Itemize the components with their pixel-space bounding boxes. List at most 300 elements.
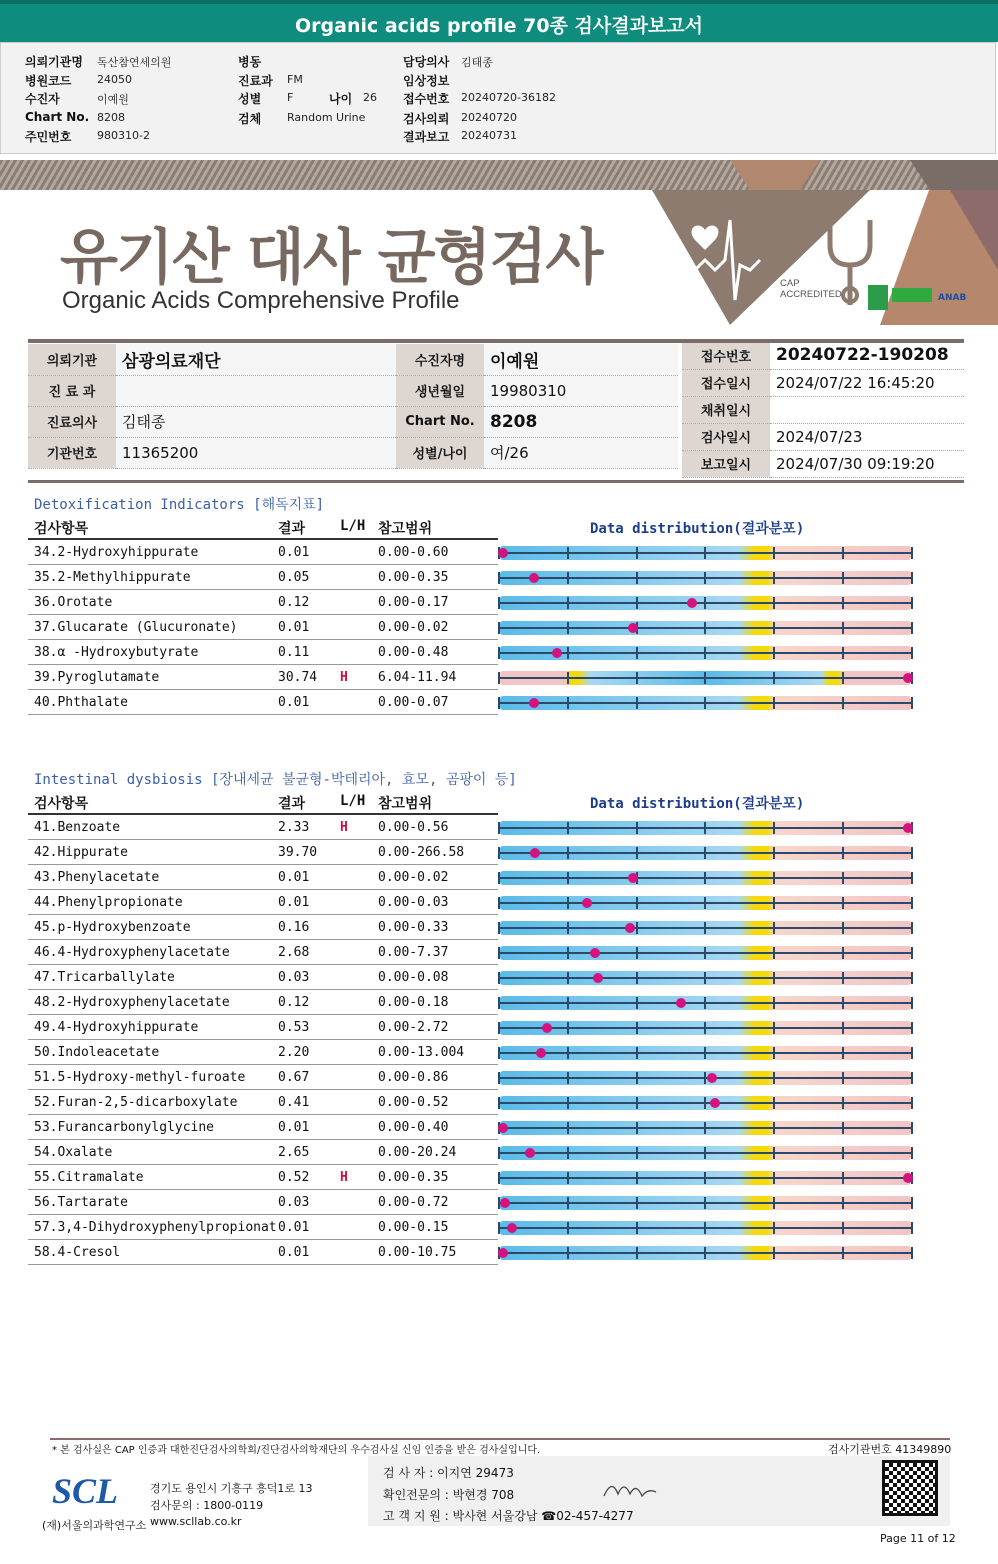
distribution-tick [704, 897, 706, 909]
report-title: Organic acids profile 70종 검사결과보고서 [0, 0, 998, 42]
distribution-tick [842, 972, 844, 984]
item-result: 0.03 [278, 1195, 310, 1210]
item-reference: 0.00-0.72 [378, 1195, 449, 1210]
distribution-tick [636, 672, 638, 684]
result-marker [542, 1023, 552, 1033]
distribution-tick [773, 1122, 775, 1134]
table-row [28, 965, 498, 990]
distribution-tick [842, 1022, 844, 1034]
result-marker [628, 623, 638, 633]
distribution-tick [842, 922, 844, 934]
distribution-tick [911, 697, 913, 709]
item-reference: 0.00-0.03 [378, 895, 449, 910]
table-row [28, 1240, 498, 1265]
distribution-tick [704, 997, 706, 1009]
table-row [28, 840, 498, 865]
distribution-tick [704, 822, 706, 834]
distribution-tick [636, 1122, 638, 1134]
column-header-name: 검사항목 [34, 521, 89, 537]
item-name: 50.Indoleacetate [34, 1045, 160, 1060]
item-reference: 0.00-0.40 [378, 1120, 449, 1135]
header-value: 24050 [97, 73, 132, 86]
item-name: 38.α -Hydroxybutyrate [34, 645, 199, 660]
distribution-bar [498, 1045, 913, 1061]
item-reference: 0.00-0.52 [378, 1095, 449, 1110]
result-marker [687, 598, 697, 608]
distribution-tick [498, 947, 500, 959]
item-result: 0.12 [278, 995, 310, 1010]
item-result: 30.74 [278, 670, 318, 685]
distribution-tick [567, 897, 569, 909]
distribution-tick [498, 1072, 500, 1084]
distribution-tick [498, 672, 500, 684]
item-reference: 0.00-13.004 [378, 1045, 465, 1060]
result-marker [498, 1248, 508, 1258]
distribution-tick [704, 597, 706, 609]
header-label: 수진자 [25, 92, 60, 106]
distribution-tick [773, 847, 775, 859]
result-marker [500, 1198, 510, 1208]
distribution-tick [773, 647, 775, 659]
header-label: 임상정보 [403, 74, 450, 88]
info-label: 성별/나이 [396, 437, 484, 468]
result-marker [710, 1098, 720, 1108]
item-flag: H [340, 670, 348, 685]
distribution-tick [567, 922, 569, 934]
distribution-tick [911, 622, 913, 634]
distribution-tick [498, 997, 500, 1009]
distribution-tick [773, 1197, 775, 1209]
item-name: 47.Tricarballylate [34, 970, 175, 985]
info-label: 접수번호 [682, 342, 770, 369]
item-name: 34.2-Hydroxyhippurate [34, 545, 199, 560]
info-value: 2024/07/22 16:45:20 [770, 369, 964, 396]
item-reference: 0.00-0.35 [378, 1170, 449, 1185]
item-reference: 0.00-0.86 [378, 1070, 449, 1085]
distribution-tick [636, 697, 638, 709]
table-row [28, 565, 498, 590]
address: 경기도 용인시 기흥구 흥덕1로 13 [150, 1482, 313, 1495]
title-english: Organic Acids Comprehensive Profile [62, 287, 460, 314]
item-reference: 0.00-0.15 [378, 1220, 449, 1235]
distribution-tick [636, 1172, 638, 1184]
distribution-tick [911, 1072, 913, 1084]
distribution-tick [567, 997, 569, 1009]
distribution-tick [636, 947, 638, 959]
item-result: 0.53 [278, 1020, 310, 1035]
result-marker [625, 923, 635, 933]
distribution-bar [498, 620, 913, 636]
distribution-tick [911, 597, 913, 609]
result-marker [593, 973, 603, 983]
distribution-tick [567, 1022, 569, 1034]
item-name: 44.Phenylpropionate [34, 895, 183, 910]
distribution-tick [773, 1097, 775, 1109]
distribution-bar [498, 545, 913, 561]
distribution-tick [636, 597, 638, 609]
item-reference: 0.00-0.60 [378, 545, 449, 560]
distribution-tick [842, 1122, 844, 1134]
table-row [28, 690, 498, 715]
item-result: 0.05 [278, 570, 310, 585]
item-name: 45.p-Hydroxybenzoate [34, 920, 191, 935]
distribution-tick [636, 1197, 638, 1209]
section-title: Intestinal dysbiosis [장내세균 불균형-박테리아, 효모, 곰팡이 등] [34, 772, 517, 788]
column-header-lh: L/H [340, 518, 366, 534]
item-name: 52.Furan-2,5-dicarboxylate [34, 1095, 238, 1110]
item-name: 36.Orotate [34, 595, 113, 610]
info-table-left [28, 344, 678, 469]
distribution-bar [498, 1195, 913, 1211]
distribution-tick [773, 1047, 775, 1059]
distribution-tick [567, 597, 569, 609]
distribution-tick [636, 1247, 638, 1259]
item-name: 53.Furancarbonylglycine [34, 1120, 215, 1135]
distribution-bar [498, 645, 913, 661]
distribution-tick [636, 922, 638, 934]
distribution-bar [498, 845, 913, 861]
header-value: Random Urine [287, 111, 366, 124]
item-reference: 0.00-0.33 [378, 920, 449, 935]
info-value: 여/26 [484, 437, 678, 468]
distribution-bar [498, 1220, 913, 1236]
distribution-tick [498, 922, 500, 934]
distribution-tick [704, 1147, 706, 1159]
header-label: Chart No. [25, 110, 90, 124]
distribution-tick [773, 572, 775, 584]
distribution-tick [498, 1022, 500, 1034]
distribution-bar [498, 1120, 913, 1136]
header-value: 20240731 [461, 129, 517, 142]
table-row [28, 1065, 498, 1090]
distribution-bar [498, 595, 913, 611]
distribution-tick [567, 622, 569, 634]
table-row [28, 640, 498, 665]
item-result: 0.01 [278, 545, 310, 560]
distribution-tick [567, 822, 569, 834]
distribution-tick [704, 1222, 706, 1234]
item-reference: 0.00-0.07 [378, 695, 449, 710]
info-value: 이예원 [484, 344, 678, 375]
item-result: 0.01 [278, 1220, 310, 1235]
info-value: 19980310 [484, 375, 678, 406]
item-name: 39.Pyroglutamate [34, 670, 160, 685]
column-header-distribution: Data distribution(결과분포) [590, 796, 805, 812]
distribution-tick [567, 972, 569, 984]
header-label: 검사의뢰 [403, 112, 450, 126]
section-title: Detoxification Indicators [해독지표] [34, 497, 325, 513]
distribution-tick [498, 1172, 500, 1184]
distribution-tick [567, 947, 569, 959]
distribution-tick [842, 1172, 844, 1184]
distribution-bar [498, 1020, 913, 1036]
info-value: 2024/07/23 [770, 423, 964, 450]
header-label: 진료과 [238, 74, 273, 88]
distribution-tick [842, 1047, 844, 1059]
tester: 검 사 자 : 이지연 29473 [383, 1466, 514, 1480]
header-value: 980310-2 [97, 129, 150, 142]
banner [0, 160, 998, 325]
distribution-tick [773, 947, 775, 959]
distribution-bar [498, 1170, 913, 1186]
organization: (재)서울의과학연구소 [42, 1519, 147, 1532]
distribution-tick [842, 572, 844, 584]
header-value: FM [287, 73, 303, 86]
distribution-tick [773, 1172, 775, 1184]
item-result: 0.12 [278, 595, 310, 610]
distribution-tick [567, 1197, 569, 1209]
distribution-tick [567, 1147, 569, 1159]
distribution-tick [842, 1247, 844, 1259]
distribution-tick [911, 547, 913, 559]
inquiry: 검사문의 : 1800-0119 [150, 1499, 264, 1512]
distribution-tick [498, 1222, 500, 1234]
distribution-bar [498, 920, 913, 936]
item-name: 54.Oxalate [34, 1145, 113, 1160]
distribution-tick [842, 697, 844, 709]
distribution-tick [567, 697, 569, 709]
divider [28, 480, 964, 483]
item-reference: 0.00-0.08 [378, 970, 449, 985]
distribution-tick [636, 1047, 638, 1059]
distribution-tick [704, 547, 706, 559]
info-label: 채취일시 [682, 396, 770, 423]
distribution-bar [498, 995, 913, 1011]
distribution-tick [498, 872, 500, 884]
distribution-tick [704, 1247, 706, 1259]
info-value: 20240722-190208 [770, 342, 964, 369]
distribution-bar [498, 1145, 913, 1161]
info-label: 보고일시 [682, 450, 770, 477]
item-result: 2.20 [278, 1045, 310, 1060]
age-label: 나이 [329, 92, 353, 106]
table-row [28, 990, 498, 1015]
distribution-bar [498, 1245, 913, 1261]
item-result: 0.01 [278, 695, 310, 710]
table-row [28, 1140, 498, 1165]
distribution-tick [773, 1147, 775, 1159]
distribution-tick [636, 972, 638, 984]
item-reference: 0.00-0.56 [378, 820, 449, 835]
distribution-tick [773, 922, 775, 934]
table-row [28, 915, 498, 940]
distribution-tick [911, 872, 913, 884]
header-label: 담당의사 [403, 55, 450, 69]
distribution-tick [636, 1097, 638, 1109]
distribution-tick [704, 947, 706, 959]
distribution-tick [911, 647, 913, 659]
result-marker [676, 998, 686, 1008]
item-result: 0.01 [278, 620, 310, 635]
distribution-tick [842, 1222, 844, 1234]
item-name: 48.2-Hydroxyphenylacetate [34, 995, 230, 1010]
customer-support: 고 객 지 원 : 박사현 서울강남 ☎02-457-4277 [383, 1509, 634, 1523]
distribution-tick [498, 1047, 500, 1059]
item-reference: 0.00-0.18 [378, 995, 449, 1010]
distribution-tick [567, 1072, 569, 1084]
header-label: 검체 [238, 112, 262, 126]
item-result: 2.65 [278, 1145, 310, 1160]
distribution-tick [773, 1022, 775, 1034]
distribution-tick [567, 847, 569, 859]
info-label: 진 료 과 [28, 375, 116, 406]
result-marker [903, 823, 913, 833]
svg-text:ANAB: ANAB [938, 293, 967, 303]
header-value: 독산참연세의원 [97, 56, 172, 69]
info-label: 접수일시 [682, 369, 770, 396]
item-name: 41.Benzoate [34, 820, 121, 835]
header-label: 병원코드 [25, 74, 72, 88]
distribution-tick [498, 622, 500, 634]
item-name: 49.4-Hydroxyhippurate [34, 1020, 199, 1035]
item-reference: 0.00-0.17 [378, 595, 449, 610]
distribution-tick [773, 997, 775, 1009]
item-name: 42.Hippurate [34, 845, 128, 860]
divider [50, 1438, 950, 1440]
distribution-tick [773, 672, 775, 684]
distribution-tick [498, 697, 500, 709]
distribution-bar [498, 570, 913, 586]
info-value: 2024/07/30 09:19:20 [770, 450, 964, 477]
signature [600, 1476, 660, 1504]
distribution-tick [498, 897, 500, 909]
distribution-tick [567, 1247, 569, 1259]
item-reference: 0.00-0.48 [378, 645, 449, 660]
distribution-tick [842, 947, 844, 959]
result-marker [525, 1148, 535, 1158]
distribution-tick [636, 572, 638, 584]
distribution-tick [911, 947, 913, 959]
distribution-tick [704, 622, 706, 634]
distribution-bar [498, 1095, 913, 1111]
column-header-ref: 참고범위 [378, 521, 433, 537]
info-value [770, 396, 964, 423]
distribution-tick [498, 1097, 500, 1109]
page-number: Page 11 of 12 [880, 1532, 956, 1545]
distribution-tick [842, 1072, 844, 1084]
institution-number: 검사기관번호 41349890 [828, 1443, 952, 1456]
distribution-tick [567, 1047, 569, 1059]
item-name: 56.Tartarate [34, 1195, 128, 1210]
distribution-bar [498, 970, 913, 986]
distribution-tick [704, 672, 706, 684]
distribution-bar [498, 1070, 913, 1086]
item-result: 0.01 [278, 1120, 310, 1135]
distribution-tick [567, 1122, 569, 1134]
item-result: 39.70 [278, 845, 318, 860]
distribution-tick [842, 1097, 844, 1109]
distribution-tick [911, 847, 913, 859]
header-label: 주민번호 [25, 130, 72, 144]
patient-header [0, 42, 996, 154]
distribution-tick [636, 822, 638, 834]
item-result: 2.33 [278, 820, 310, 835]
distribution-tick [911, 972, 913, 984]
result-marker [903, 673, 913, 683]
distribution-tick [567, 1097, 569, 1109]
distribution-tick [636, 1072, 638, 1084]
distribution-tick [704, 1047, 706, 1059]
distribution-tick [498, 1147, 500, 1159]
distribution-tick [842, 1197, 844, 1209]
distribution-tick [636, 547, 638, 559]
header-value: F [287, 91, 294, 104]
distribution-tick [911, 1147, 913, 1159]
item-reference: 0.00-0.02 [378, 620, 449, 635]
website[interactable]: www.scllab.co.kr [150, 1515, 242, 1528]
item-reference: 0.00-2.72 [378, 1020, 449, 1035]
distribution-tick [636, 1022, 638, 1034]
info-label: 수진자명 [396, 344, 484, 375]
distribution-bar [498, 945, 913, 961]
info-label: Chart No. [396, 406, 484, 437]
distribution-tick [773, 622, 775, 634]
distribution-tick [704, 697, 706, 709]
table-row [28, 1115, 498, 1140]
distribution-tick [704, 647, 706, 659]
item-name: 51.5-Hydroxy-methyl-furoate [34, 1070, 246, 1085]
distribution-tick [498, 847, 500, 859]
confirming-doctor: 확인전문의 : 박현경 708 [383, 1488, 515, 1502]
distribution-tick [498, 597, 500, 609]
table-row [28, 1090, 498, 1115]
result-marker [582, 898, 592, 908]
column-header-name: 검사항목 [34, 796, 89, 812]
item-result: 0.67 [278, 1070, 310, 1085]
distribution-tick [911, 1197, 913, 1209]
distribution-tick [704, 972, 706, 984]
header-value: 20240720-36182 [461, 91, 556, 104]
info-label: 생년월일 [396, 375, 484, 406]
distribution-tick [842, 622, 844, 634]
distribution-tick [773, 897, 775, 909]
header-value: 20240720 [461, 111, 517, 124]
distribution-tick [911, 1047, 913, 1059]
info-table-right [682, 342, 964, 478]
distribution-tick [636, 847, 638, 859]
table-row [28, 1215, 498, 1240]
distribution-tick [773, 547, 775, 559]
table-row [28, 665, 498, 690]
distribution-bar [498, 820, 913, 836]
distribution-tick [842, 872, 844, 884]
item-result: 0.03 [278, 970, 310, 985]
result-marker [498, 1123, 508, 1133]
item-result: 2.68 [278, 945, 310, 960]
item-flag: H [340, 1170, 348, 1185]
distribution-tick [911, 1222, 913, 1234]
distribution-tick [704, 1072, 706, 1084]
info-value: 11365200 [116, 437, 396, 468]
scl-logo: SCL [52, 1471, 119, 1511]
distribution-tick [842, 597, 844, 609]
certification-note: * 본 검사실은 CAP 인증과 대한진단검사의학회/진단검사의학재단의 우수검사실 신임 인증을 받은 검사실입니다. [52, 1445, 541, 1456]
table-row [28, 540, 498, 565]
result-marker [530, 848, 540, 858]
distribution-tick [773, 972, 775, 984]
item-result: 0.01 [278, 1245, 310, 1260]
distribution-tick [842, 547, 844, 559]
item-name: 55.Citramalate [34, 1170, 144, 1185]
info-label: 기관번호 [28, 437, 116, 468]
item-name: 37.Glucarate (Glucuronate) [34, 620, 238, 635]
distribution-bar [498, 695, 913, 711]
distribution-tick [842, 672, 844, 684]
item-reference: 0.00-7.37 [378, 945, 449, 960]
distribution-tick [842, 997, 844, 1009]
distribution-tick [567, 647, 569, 659]
table-row [28, 1015, 498, 1040]
